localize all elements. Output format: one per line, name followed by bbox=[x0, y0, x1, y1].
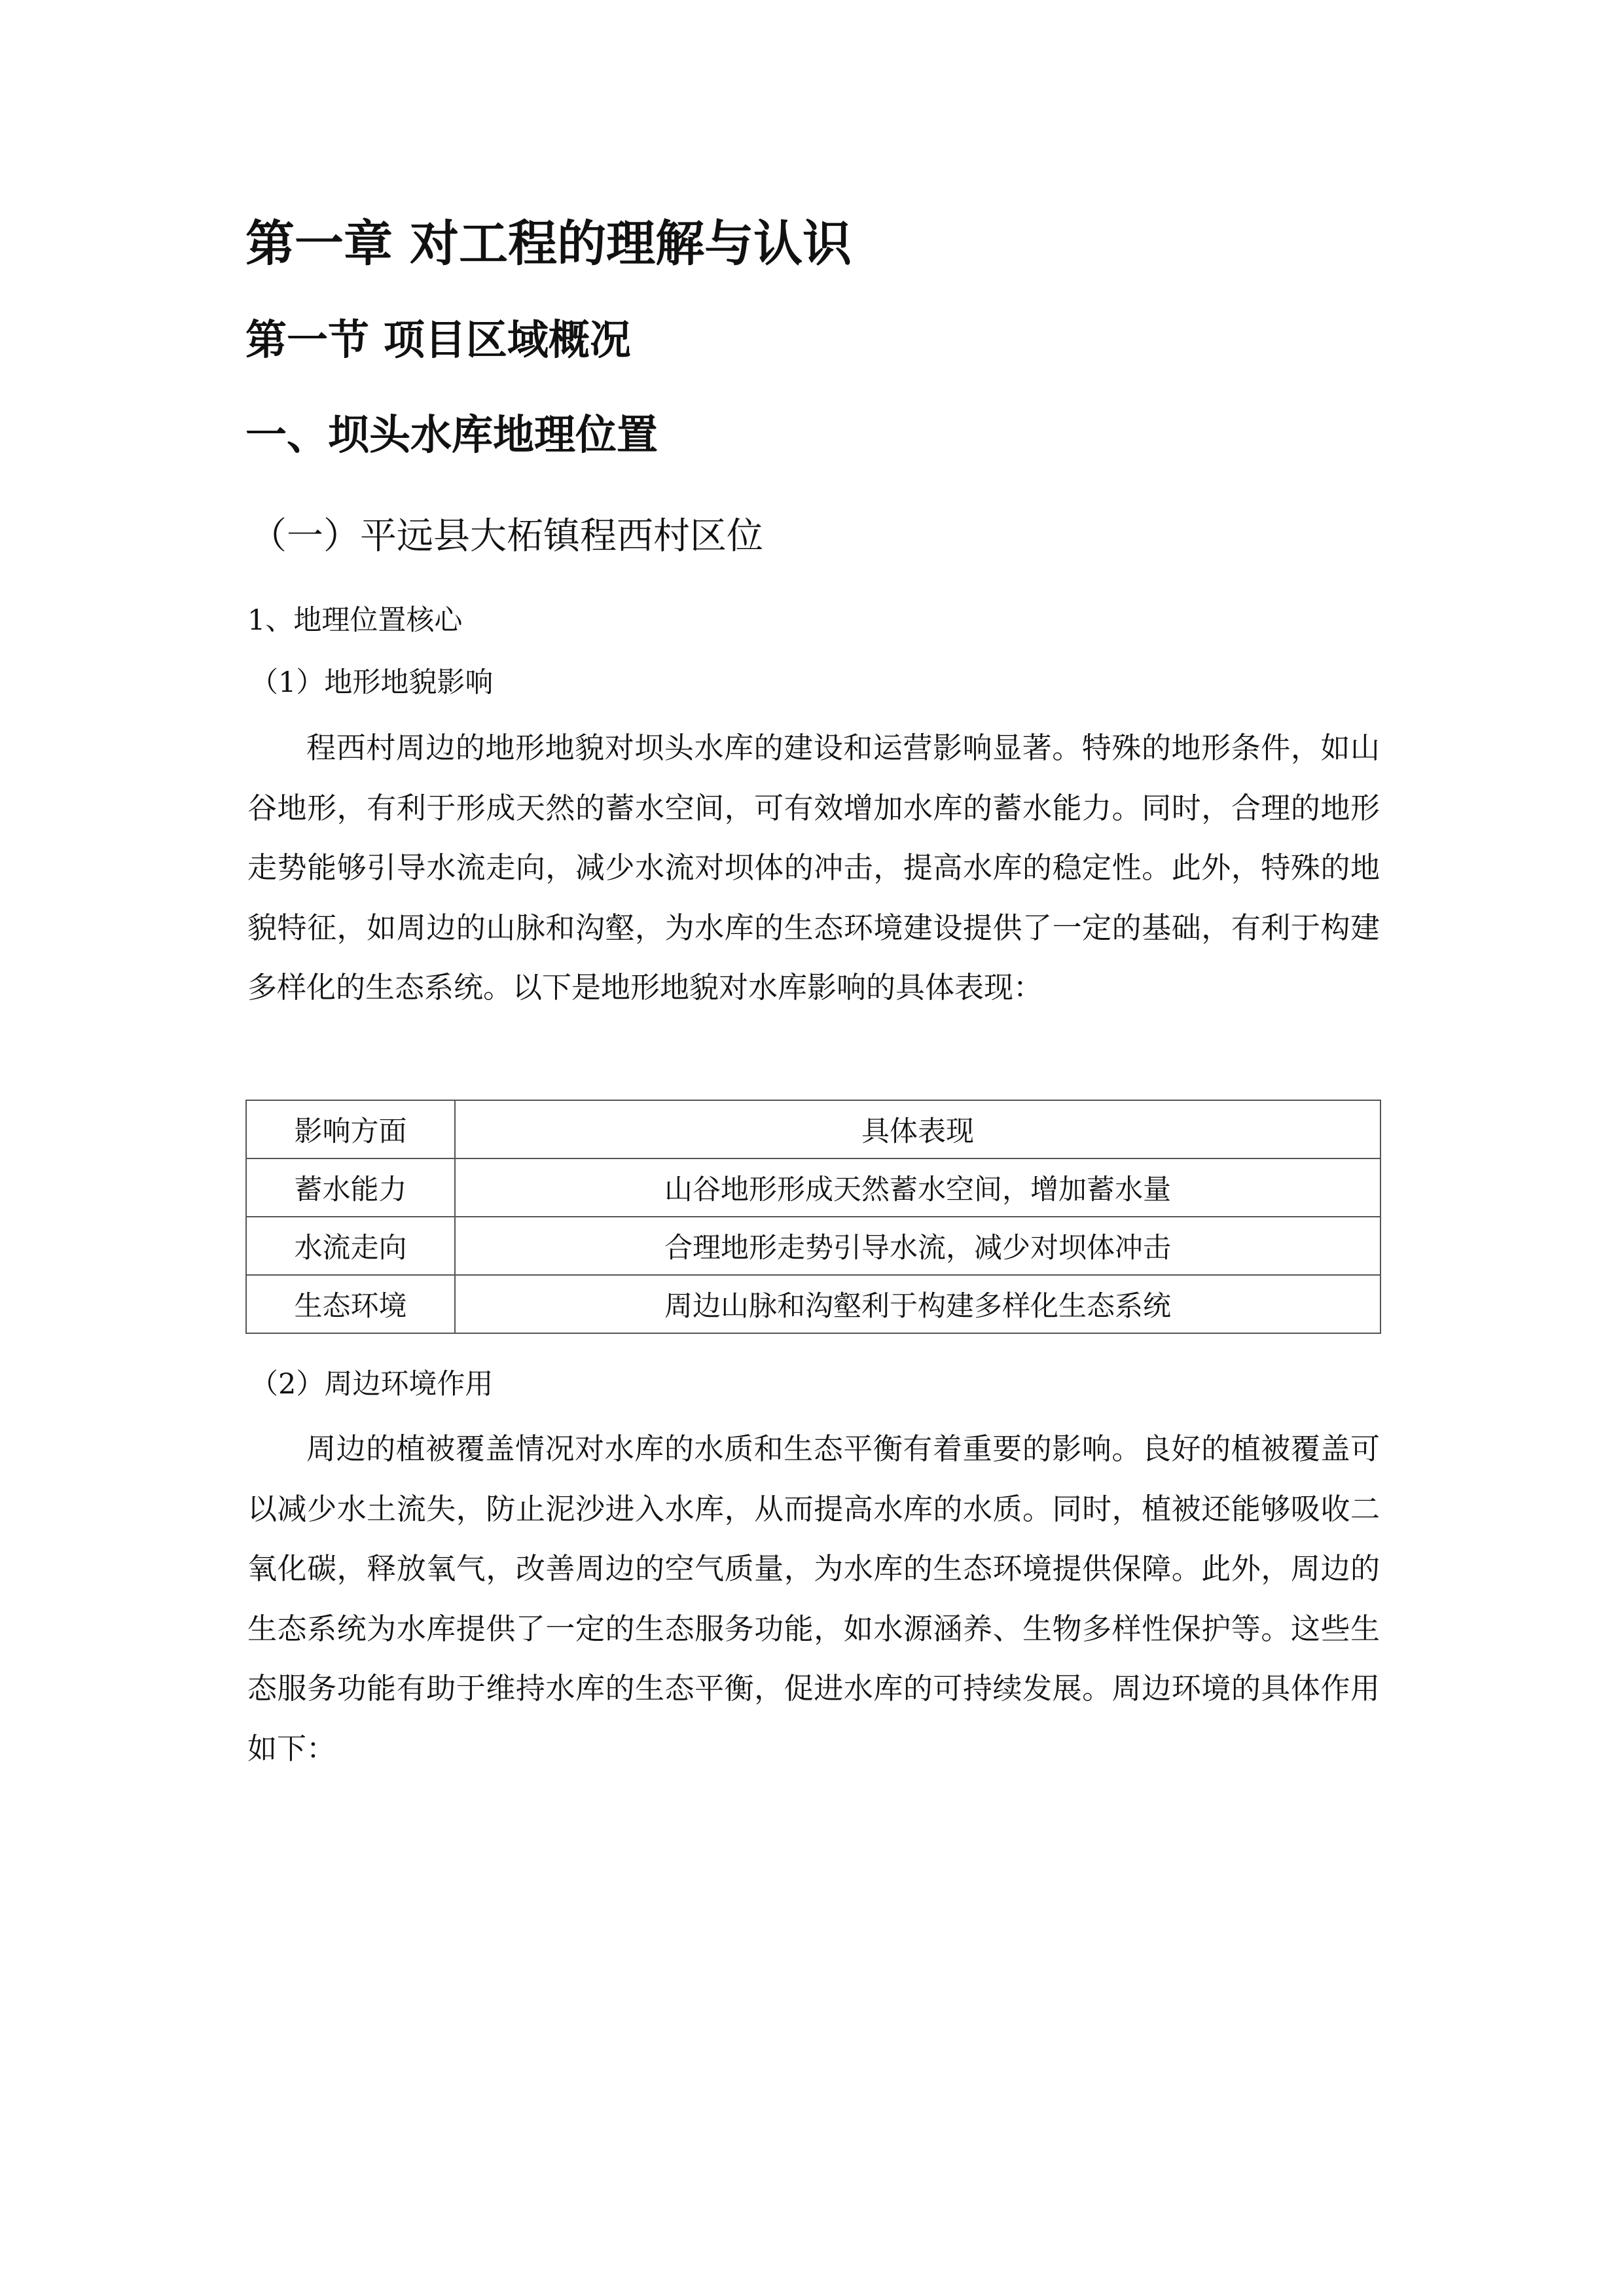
table-cell: 水流走向 bbox=[246, 1217, 455, 1275]
table-cell: 蓄水能力 bbox=[246, 1158, 455, 1217]
section-title: 第一节 项目区域概况 bbox=[245, 316, 631, 364]
part2-heading: （2）周边环境作用 bbox=[250, 1368, 494, 1401]
table-cell: 周边山脉和沟壑利于构建多样化生态系统 bbox=[455, 1275, 1380, 1333]
table-header-cell: 影响方面 bbox=[246, 1100, 455, 1158]
table-cell: 生态环境 bbox=[246, 1275, 455, 1333]
table-header-cell: 具体表现 bbox=[455, 1100, 1380, 1158]
part2-paragraph: 周边的植被覆盖情况对水库的水质和生态平衡有着重要的影响。良好的植被覆盖可以减少水土流失，防止泥沙进入水库，从而提高水库的水质。同时，植被还能够吸收二氧化碳，释放氧气，改善周边的空气质量，为水库的生态环境提供保障。此外，周边的生态系统为水库提供了一定的生态服务功能，如水源涵养、生物多样性保护等。这些生态服务功能有助于维持水库的生态平衡，促进水库的可持续发展。周边环境的具体作用如下： bbox=[247, 1431, 1380, 1766]
subsection-title: 一、坝头水库地理位置 bbox=[245, 411, 658, 459]
part1-paragraph: 程西村周边的地形地貌对坝头水库的建设和运营影响显著。特殊的地形条件，如山谷地形，有利于形成天然的蓄水空间，可有效增加水库的蓄水能力。同时，合理的地形走势能够引导水流走向，减少水流对坝体的冲击，提高水库的稳定性。此外，特殊的地貌特征，如周边的山脉和沟壑，为水库的生态环境建设提供了一定的基础，有利于构建多样化的生态系统。以下是地形地貌对水库影响的具体表现： bbox=[247, 730, 1380, 1005]
table-cell: 山谷地形形成天然蓄水空间，增加蓄水量 bbox=[455, 1158, 1380, 1217]
impact-table bbox=[245, 1100, 1381, 1334]
item-heading: 1、地理位置核心 bbox=[247, 604, 463, 637]
table-cell: 合理地形走势引导水流，减少对坝体冲击 bbox=[455, 1217, 1380, 1275]
table-row bbox=[246, 1158, 1380, 1217]
table-row bbox=[246, 1275, 1380, 1333]
table-row bbox=[246, 1217, 1380, 1275]
table-header-row bbox=[246, 1100, 1380, 1158]
chapter-title: 第一章 对工程的理解与认识 bbox=[245, 215, 852, 272]
subsection-subheading: （一）平远县大柘镇程西村区位 bbox=[250, 515, 763, 558]
part1-heading: （1）地形地貌影响 bbox=[250, 666, 494, 699]
